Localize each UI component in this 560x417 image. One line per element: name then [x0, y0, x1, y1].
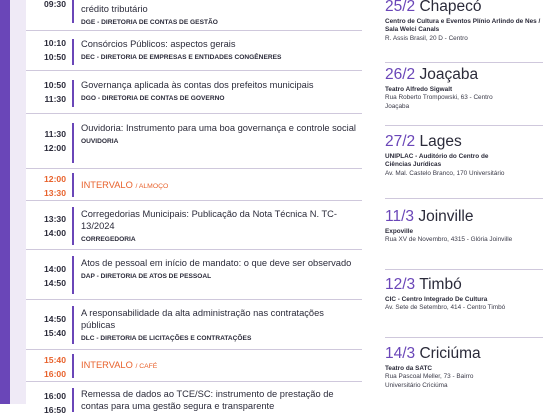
end-time: 16:50	[44, 404, 66, 415]
session-title: A responsabilidade da alta administração nas contratações públicas	[81, 308, 324, 331]
start-time: 12:00	[44, 174, 66, 184]
city-address: Av. Sete de Setembro, 414 - Centro Timbó	[385, 304, 506, 312]
interval-label: INTERVALO	[81, 360, 133, 370]
schedule-row	[26, 250, 362, 300]
city-date: 12/3	[385, 276, 416, 293]
time-divider	[72, 39, 74, 65]
city-separator	[385, 198, 543, 199]
session-department: OUVIDORIA	[81, 138, 119, 146]
left-light-band	[10, 0, 26, 404]
schedule-row-interval	[26, 350, 362, 382]
city-separator	[385, 62, 543, 63]
city-venue: Expoville	[385, 228, 414, 235]
schedule-row	[26, 0, 362, 31]
end-time: 13:30	[44, 187, 66, 198]
city-name: Lages	[419, 133, 462, 150]
start-time: 10:50	[44, 80, 66, 90]
time-divider	[72, 388, 74, 412]
session-department: DGE - DIRETORIA DE CONTAS DE GESTÃO	[81, 19, 218, 27]
session-title: Ouvidoria: Instrumento para uma boa governança e controle social	[81, 123, 356, 133]
city-date: 11/3	[385, 208, 415, 225]
city-separator	[385, 337, 543, 338]
city-name: Joinville	[418, 208, 474, 225]
city-separator	[385, 269, 543, 270]
city-separator	[385, 125, 543, 126]
start-time: 09:30	[44, 0, 66, 9]
schedule-row-interval	[26, 169, 362, 201]
city-entry	[385, 66, 549, 111]
session-department: DLC - DIRETORIA DE LICITAÇÕES E CONTRATAÇÕES	[81, 335, 252, 343]
city-date: 14/3	[385, 345, 416, 362]
city-address: Rua Roberto Trompowski, 63 - Centro Joaçaba	[385, 94, 493, 110]
schedule-row	[26, 201, 362, 250]
start-time: 13:30	[44, 214, 66, 224]
start-time: 14:00	[44, 264, 66, 274]
end-time: 15:40	[44, 327, 66, 338]
time-divider	[72, 207, 74, 245]
end-time: 16:00	[44, 368, 66, 379]
time-divider	[72, 0, 74, 23]
session-title: Consórcios Públicos: aspectos gerais	[81, 39, 236, 49]
city-name: Chapecó	[419, 0, 482, 15]
session-title: Corregedorias Municipais: Publicação da Nota Técnica N. TC-13/2024	[81, 209, 337, 232]
city-schedule-list	[385, 0, 560, 408]
city-address: Rua Pascoal Meller, 73 - Bairro Universitário Criciúma	[385, 373, 474, 389]
interval-sub-label: / CAFÉ	[135, 363, 158, 370]
city-entry	[385, 0, 549, 43]
schedule-row	[26, 31, 362, 71]
schedule-row	[26, 300, 362, 350]
left-accent-band	[0, 0, 10, 404]
start-time: 16:00	[44, 391, 66, 401]
end-time: 11:30	[44, 93, 66, 104]
end-time: 14:50	[44, 277, 66, 288]
time-divider	[72, 80, 74, 107]
city-venue: UNIPLAC - Auditório do Centro de Ciências Jurídicas	[385, 153, 489, 169]
end-time: 12:00	[44, 142, 66, 153]
session-title: crédito tributário	[81, 4, 148, 15]
city-address: Rua XV de Novembro, 4315 - Glória Joinville	[385, 236, 513, 244]
time-divider	[72, 354, 74, 378]
start-time: 10:10	[44, 38, 66, 48]
session-title: Governança aplicada às contas dos prefeitos municipais	[81, 80, 314, 90]
time-divider	[72, 256, 74, 294]
session-department: DGO - DIRETORIA DE CONTAS DE GOVERNO	[81, 95, 225, 103]
city-name: Timbó	[419, 276, 462, 293]
time-divider	[72, 123, 74, 163]
session-department: DAP - DIRETORIA DE ATOS DE PESSOAL	[81, 273, 212, 281]
start-time: 15:40	[44, 355, 66, 365]
city-venue: Centro de Cultura e Eventos Plínio Arlindo de Nes / Sala Welci Canals	[385, 18, 541, 34]
schedule-row	[26, 114, 362, 169]
schedule-list	[26, 0, 362, 415]
city-date: 25/2	[385, 0, 416, 15]
interval-label: INTERVALO	[81, 180, 133, 190]
time-divider	[72, 173, 74, 197]
city-name: Joaçaba	[419, 66, 479, 83]
schedule-row	[26, 71, 362, 114]
session-title: Remessa de dados ao TCE/SC: instrumento de prestação de contas para uma gestão segura e transparente	[81, 389, 334, 412]
end-time: 10:50	[44, 51, 66, 62]
time-divider	[72, 306, 74, 344]
session-title: Atos de pessoal em início de mandato: o que deve ser observado	[81, 258, 352, 268]
session-department: DEC - DIRETORIA DE EMPRESAS E ENTIDADES CONGÊNERES	[81, 54, 282, 62]
start-time: 14:50	[44, 314, 66, 324]
city-venue: Teatro da SATC	[385, 365, 432, 372]
city-date: 26/2	[385, 66, 416, 83]
start-time: 11:30	[44, 129, 66, 139]
city-address: R. Assis Brasil, 20 D - Centro	[385, 34, 468, 42]
interval-sub-label: / ALMOÇO	[135, 183, 169, 190]
city-address: Av. Mal. Castelo Branco, 170 Universitário	[385, 169, 505, 177]
city-entry	[385, 133, 549, 178]
session-department: CORREGEDORIA	[81, 236, 136, 244]
city-venue: Teatro Alfredo Sigwalt	[385, 86, 453, 93]
end-time: 14:00	[44, 227, 66, 238]
city-venue: CIC - Centro Integrado De Cultura	[385, 296, 488, 303]
schedule-row	[26, 382, 362, 415]
city-entry	[385, 276, 549, 313]
city-entry	[385, 208, 549, 245]
city-date: 27/2	[385, 133, 416, 150]
city-name: Criciúma	[419, 345, 481, 362]
city-entry	[385, 345, 549, 390]
